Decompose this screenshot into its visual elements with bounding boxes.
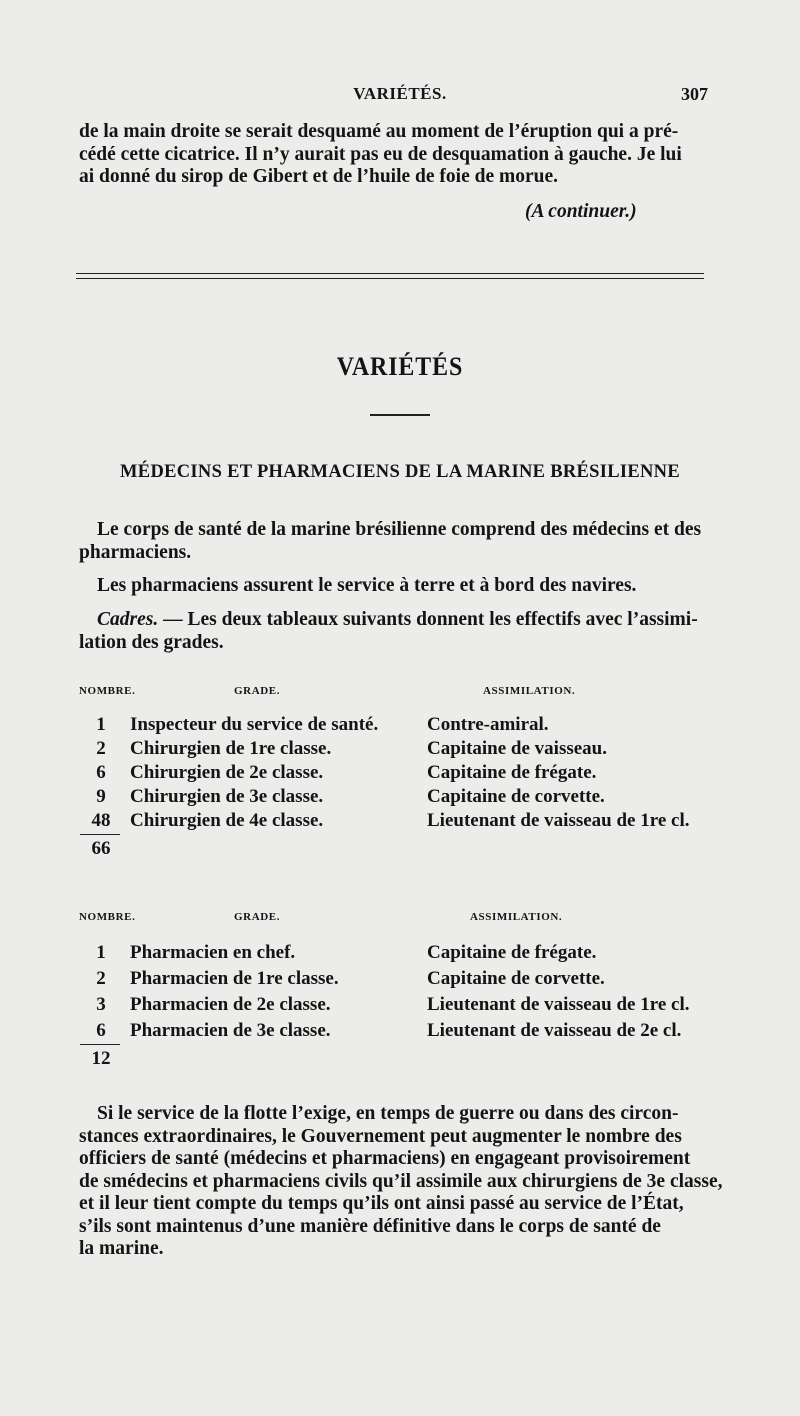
cell-nombre: 6 — [96, 1020, 106, 1041]
continuation-paragraph — [79, 121, 699, 189]
text-line: Les pharmaciens assurent le service à terre et à bord des navires. — [97, 575, 637, 596]
text-line: de la main droite se serait desquamé au moment de l’éruption qui a pré- — [79, 121, 679, 142]
cell-grade: Chirurgien de 3e classe. — [130, 786, 324, 807]
cell-assimilation: Capitaine de vaisseau. — [427, 738, 607, 759]
intro-paragraph-1 — [79, 519, 702, 564]
text-line — [79, 609, 699, 632]
cell-grade: Pharmacien de 1re classe. — [130, 968, 339, 989]
cell-assimilation: Capitaine de corvette. — [427, 968, 605, 989]
text-line: Le corps de santé de la marine brésilienne comprend des médecins et des — [97, 519, 702, 540]
cell-assimilation: Capitaine de frégate. — [427, 762, 597, 783]
sum-rule — [80, 1044, 120, 1045]
cell-nombre: 48 — [91, 810, 111, 831]
column-header-assimilation: ASSIMILATION. — [470, 911, 563, 923]
text-fragment: — Les deux tableaux suivants donnent les effectifs avec l’assimi- — [158, 609, 698, 630]
cell-assimilation: Capitaine de frégate. — [427, 942, 597, 963]
cell-nombre: 6 — [96, 762, 106, 783]
title-underline — [370, 414, 430, 416]
cell-grade: Pharmacien de 2e classe. — [130, 994, 331, 1015]
column-header-nombre: NOMBRE. — [79, 685, 136, 697]
column-header-assimilation: ASSIMILATION. — [483, 685, 576, 697]
cell-nombre: 1 — [96, 942, 106, 963]
to-be-continued: (A continuer.) — [525, 201, 637, 222]
cell-assimilation: Contre-amiral. — [427, 714, 549, 735]
column-header-grade: GRADE. — [234, 685, 281, 697]
cell-assimilation: Capitaine de corvette. — [427, 786, 605, 807]
cell-grade: Inspecteur du service de santé. — [130, 714, 379, 735]
text-line: ai donné du sirop de Gibert et de l’huile de foie de morue. — [79, 166, 559, 187]
text-line: de smédecins et pharmaciens civils qu’il assimile aux chirurgiens de 3e classe, — [79, 1170, 723, 1192]
cell-nombre: 9 — [96, 786, 106, 807]
cell-grade: Pharmacien en chef. — [130, 942, 296, 963]
text-line: et il leur tient compte du temps qu’ils ont ainsi passé au service de l’État, — [79, 1193, 684, 1214]
column-header-grade: GRADE. — [234, 911, 281, 923]
text-line: Si le service de la flotte l’exige, en temps de guerre ou dans des circon- — [97, 1103, 679, 1124]
cell-grade: Chirurgien de 2e classe. — [130, 762, 324, 783]
column-header-nombre: NOMBRE. — [79, 911, 136, 923]
section-subtitle: MÉDECINS ET PHARMACIENS DE LA MARINE BRÉSILIENNE — [120, 462, 680, 482]
running-title: VARIÉTÉS. — [353, 84, 447, 103]
cell-nombre: 3 — [96, 994, 106, 1015]
text-line: lation des grades. — [79, 631, 224, 653]
intro-paragraph-2 — [79, 575, 699, 598]
text-line: pharmaciens. — [79, 541, 192, 563]
cadres-label: Cadres. — [97, 609, 159, 630]
cell-nombre: 1 — [96, 714, 106, 735]
intro-paragraph-3 — [79, 609, 699, 654]
cell-nombre: 2 — [96, 738, 106, 759]
text-line: la marine. — [79, 1238, 164, 1259]
cell-assimilation: Lieutenant de vaisseau de 1re cl. — [427, 994, 690, 1015]
text-line: stances extraordinaires, le Gouvernement peut augmenter le nombre des — [79, 1125, 682, 1147]
cell-grade: Chirurgien de 4e classe. — [130, 810, 324, 831]
page-number: 307 — [681, 84, 708, 104]
cell-assimilation: Lieutenant de vaisseau de 2e cl. — [427, 1020, 682, 1041]
sum-rule — [80, 834, 120, 835]
text-line: officiers de santé (médecins et pharmaciens) en engageant provisoirement — [79, 1148, 691, 1169]
text-line: cédé cette cicatrice. Il n’y aurait pas eu de desquamation à gauche. Je lui — [79, 143, 682, 165]
double-rule-bottom — [76, 278, 704, 279]
closing-paragraph — [79, 1103, 723, 1261]
cell-assimilation: Lieutenant de vaisseau de 1re cl. — [427, 810, 690, 831]
double-rule-top — [76, 273, 704, 274]
cell-grade: Pharmacien de 3e classe. — [130, 1020, 331, 1041]
section-title: VARIÉTÉS — [336, 352, 464, 381]
cell-grade: Chirurgien de 1re classe. — [130, 738, 332, 759]
total-medecins: 66 — [91, 838, 111, 859]
text-line: s’ils sont maintenus d’une manière définitive dans le corps de santé de — [79, 1215, 661, 1237]
cell-nombre: 2 — [96, 968, 106, 989]
total-pharmaciens: 12 — [91, 1048, 111, 1069]
